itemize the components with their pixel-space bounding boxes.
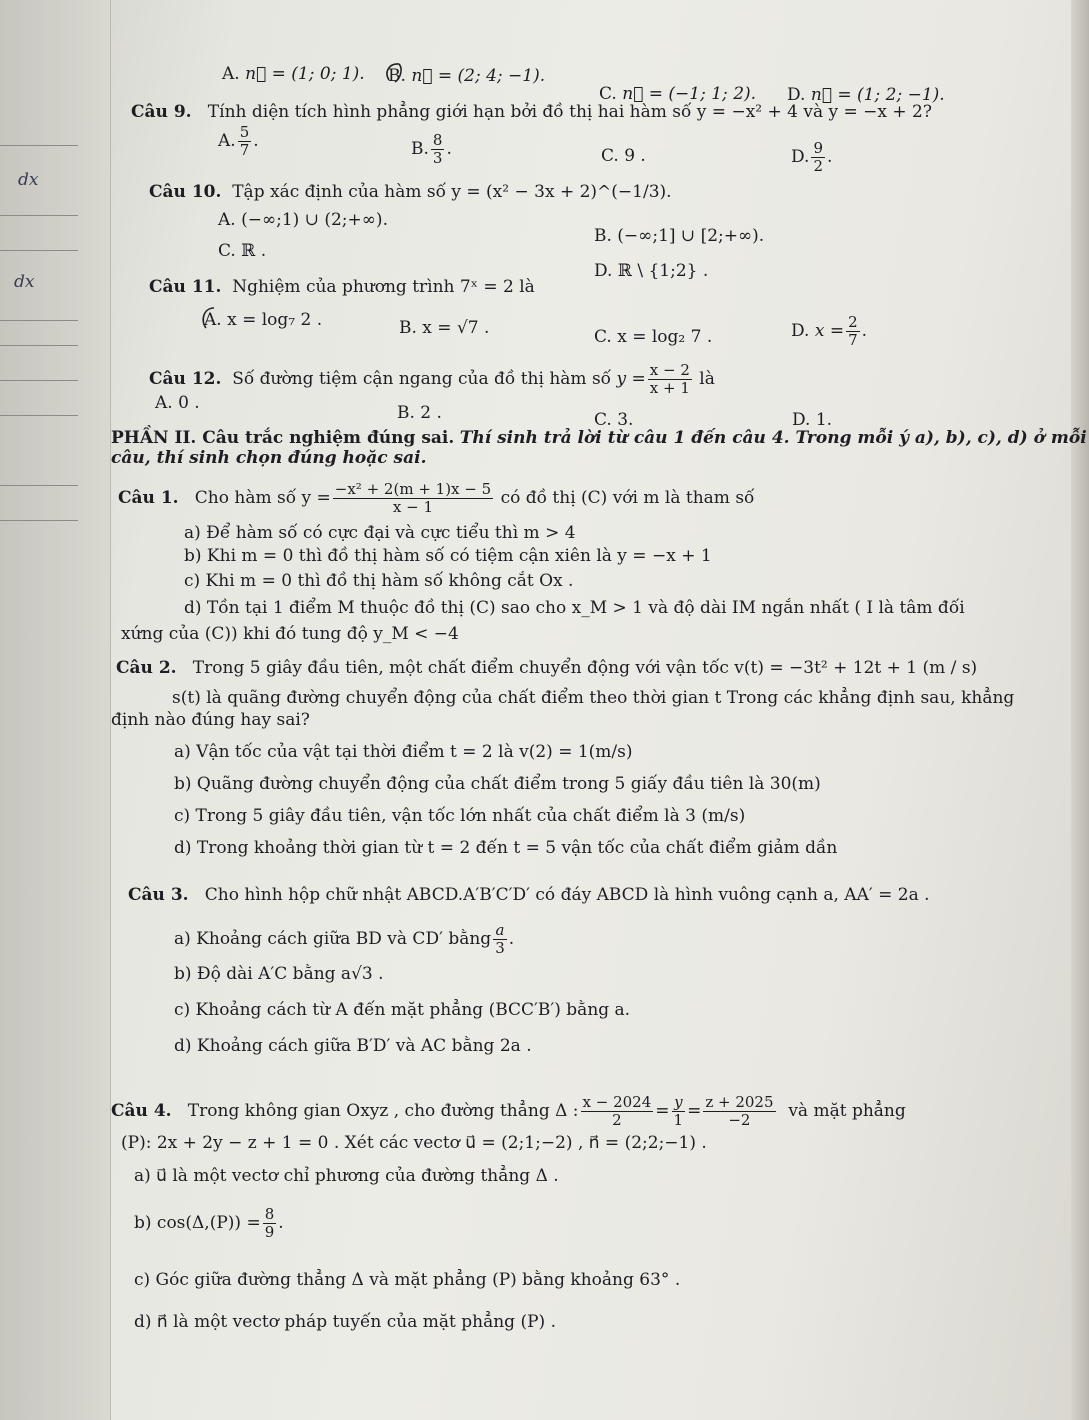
q8-option-d: D. n⃗ = (1; 2; −1). — [787, 85, 945, 105]
q12-option-a: A. 0 . — [155, 393, 200, 413]
part2-instructions: câu, thí sinh chọn đúng hoặc sai. — [111, 448, 427, 468]
q12-option-b: B. 2 . — [397, 403, 442, 423]
q8-option-a: A. n⃗ = (1; 0; 1). — [222, 64, 365, 84]
p1-statement-d-cont: xứng của (C)) khi đó tung độ y_M < −4 — [121, 624, 459, 644]
p4-statement-b: b) cos(Δ,(P)) = $\frac{8}{9}$ . — [134, 1205, 284, 1241]
right-edge-shadow — [1071, 0, 1089, 1420]
q10-option-d: D. ℝ \ {1;2} . — [594, 261, 709, 281]
p1-statement-a: a) Để hàm số có cực đại và cực tiểu thì m > 4 — [184, 523, 576, 543]
circled-answer-icon — [198, 304, 222, 332]
p1-question: Câu 1. Cho hàm số y = $\frac{\text{−x² + 2(m + 1)x − 5}}{x - 1}$ có đồ thị (C) với m là tham số — [118, 480, 755, 516]
p4-statement-a: a) u⃗ là một vectơ chỉ phương của đường thẳng Δ . — [134, 1166, 559, 1186]
notebook-rule — [0, 520, 78, 521]
p3-statement-a: a) Khoảng cách giữa BD và CD′ bằng $\frac{a}{3}$ . — [174, 921, 515, 957]
p4-question-line2: (P): 2x + 2y − z + 1 = 0 . Xét các vectơ u⃗ = (2;1;−2) , n⃗ = (2;2;−1) . — [121, 1133, 707, 1153]
q10-option-a: A. (−∞;1) ∪ (2;+∞). — [218, 210, 388, 230]
p1-statement-b: b) Khi m = 0 thì đồ thị hàm số có tiệm cận xiên là y = −x + 1 — [184, 546, 712, 566]
q8-option-c: C. n⃗ = (−1; 1; 2). — [599, 84, 757, 104]
p2-question-line2: s(t) là quãng đường chuyển động của chất điểm theo thời gian t Trong các khẳng định sau, khẳng — [172, 688, 1015, 708]
p2-question-line3: định nào đúng hay sai? — [111, 710, 310, 730]
notebook-rule — [0, 345, 78, 346]
q9-option-a: A. $\frac{5}{7}$ . — [218, 123, 259, 159]
p3-statement-c: c) Khoảng cách từ A đến mặt phẳng (BCC′B′) bằng a. — [174, 1000, 631, 1020]
q11-option-b: B. x = √7 . — [399, 318, 490, 338]
q11-option-a: A. x = log₇ 2 . — [204, 310, 323, 330]
q11-question: Câu 11. Nghiệm của phương trình 7ˣ = 2 là — [149, 277, 535, 297]
p4-question: Câu 4. Trong không gian Oxyz , cho đường thẳng Δ : $\frac{x - 2024}{2}$ = $\frac{y}{1}$ = $\frac{z + 2025}{-2}$ và mặt phẳng — [111, 1093, 906, 1129]
q11-option-d: D. x = $\frac{2}{7}$ . — [791, 313, 868, 349]
notebook-rule — [0, 380, 78, 381]
left-notebook-page — [0, 0, 111, 1420]
q12-option-d: D. 1. — [792, 410, 833, 430]
p1-statement-c: c) Khi m = 0 thì đồ thị hàm số không cắt Ox . — [184, 571, 574, 591]
p4-statement-c: c) Góc giữa đường thẳng Δ và mặt phẳng (P) bằng khoảng 63° . — [134, 1270, 681, 1290]
q9-option-d: D. $\frac{9}{2}$ . — [791, 139, 833, 175]
notebook-rule — [0, 215, 78, 216]
q9-question: Câu 9. Tính diện tích hình phẳng giới hạn bởi đồ thị hai hàm số y = −x² + 4 và y = −x + 2? — [131, 102, 932, 122]
q10-option-c: C. ℝ . — [218, 241, 267, 261]
notebook-rule — [0, 250, 78, 251]
notebook-rule — [0, 145, 78, 146]
q9-option-c: C. 9 . — [601, 146, 646, 166]
q8-option-b: B. n⃗ = (2; 4; −1). — [388, 66, 546, 86]
p2-statement-d: d) Trong khoảng thời gian từ t = 2 đến t = 5 vận tốc của chất điểm giảm dần — [174, 838, 838, 858]
p1-statement-d: d) Tồn tại 1 điểm M thuộc đồ thị (C) sao cho x_M > 1 và độ dài IM ngắn nhất ( I là tâm đối — [184, 598, 965, 618]
q10-question: Câu 10. Tập xác định của hàm số y = (x² − 3x + 2)^(−1/3). — [149, 182, 672, 202]
p3-statement-b: b) Độ dài A′C bằng a√3 . — [174, 964, 384, 984]
notebook-rule — [0, 415, 78, 416]
margin-note: dx — [18, 170, 39, 190]
q12-option-c: C. 3. — [594, 410, 634, 430]
p2-question: Câu 2. Trong 5 giây đầu tiên, một chất điểm chuyển động với vận tốc v(t) = −3t² + 12t + 1 (m / s) — [116, 658, 978, 678]
q12-question: Câu 12. Số đường tiệm cận ngang của đồ thị hàm số y = $\frac{x - 2}{x + 1}$ là — [149, 361, 715, 397]
notebook-rule — [0, 320, 78, 321]
q10-option-b: B. (−∞;1] ∪ [2;+∞). — [594, 226, 765, 246]
p2-statement-b: b) Quãng đường chuyển động của chất điểm trong 5 giấy đầu tiên là 30(m) — [174, 774, 821, 794]
part2-header: PHẦN II. Câu trắc nghiệm đúng sai. Thí sinh trả lời từ câu 1 đến câu 4. Trong mỗi ý a), b), c), d) ở mỗi — [111, 428, 1087, 448]
q11-option-c: C. x = log₂ 7 . — [594, 327, 713, 347]
p3-statement-d: d) Khoảng cách giữa B′D′ và AC bằng 2a . — [174, 1036, 532, 1056]
circled-answer-icon — [383, 60, 407, 86]
p2-statement-c: c) Trong 5 giây đầu tiên, vận tốc lớn nhất của chất điểm là 3 (m/s) — [174, 806, 746, 826]
notebook-rule — [0, 485, 78, 486]
margin-note: dx — [14, 272, 35, 292]
p2-statement-a: a) Vận tốc của vật tại thời điểm t = 2 là v(2) = 1(m/s) — [174, 742, 633, 762]
p3-question: Câu 3. Cho hình hộp chữ nhật ABCD.A′B′C′D′ có đáy ABCD là hình vuông cạnh a, AA′ = 2a . — [128, 885, 930, 905]
q9-option-b: B. $\frac{8}{3}$ . — [411, 131, 452, 167]
p4-statement-d: d) n⃗ là một vectơ pháp tuyến của mặt phẳng (P) . — [134, 1312, 556, 1332]
